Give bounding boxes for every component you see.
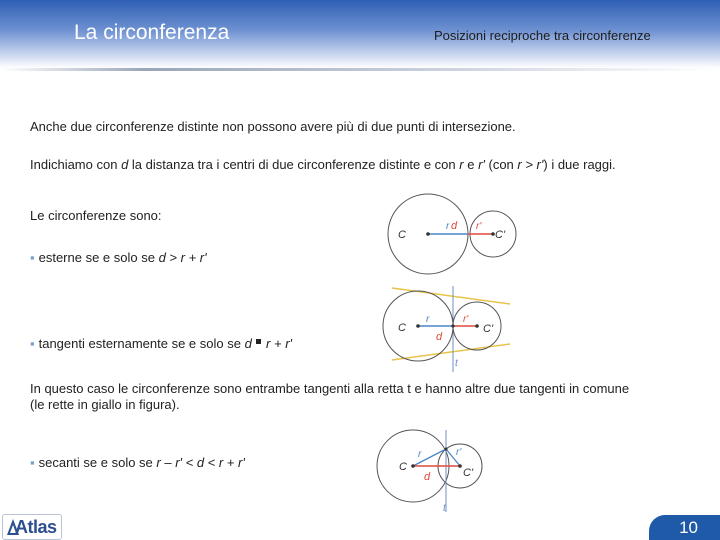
bullet-esterne: ▪ esterne se e solo se d > r + r' — [30, 250, 207, 265]
label-r: r — [446, 221, 450, 232]
center-c2 — [458, 464, 462, 468]
atlas-logo — [2, 514, 62, 540]
label-r: r — [418, 449, 422, 460]
page-number-tab — [649, 515, 720, 540]
label-t: t — [443, 503, 446, 514]
label-d: d — [436, 331, 443, 343]
header-divider — [0, 68, 720, 71]
label-c: C — [398, 322, 406, 334]
slide-title: La circonferenza — [74, 21, 230, 44]
center-c — [426, 232, 430, 236]
bullet-secanti: ▪ secanti se e solo se r – r' < d < r + r' — [30, 455, 245, 470]
common-tangent-lower — [392, 344, 510, 360]
label-t: t — [455, 358, 458, 369]
label-c: C — [399, 461, 407, 473]
label-c2: C' — [483, 323, 494, 335]
bullet-tangenti: ▪ tangenti esternamente se e solo se d r + r' — [30, 336, 293, 351]
label-c2: C' — [463, 467, 474, 479]
figure-tangent-circles — [368, 284, 528, 376]
paragraph-intro: Le circonferenze sono: — [30, 208, 162, 223]
paragraph-tangent-note: In questo caso le circonferenze sono entrambe tangenti alla retta t e hanno altre due tangenti in comune (le rette in giallo in figura). — [30, 381, 630, 412]
center-c — [416, 324, 420, 328]
common-tangent-upper — [392, 288, 510, 304]
figure-secant-circles — [368, 422, 528, 514]
label-r2: r' — [463, 314, 469, 325]
label-r2: r' — [456, 447, 462, 458]
label-c: C — [398, 229, 406, 241]
equals-glyph-icon — [256, 339, 261, 344]
tangent-point — [451, 324, 454, 327]
slide-subtitle: Posizioni reciproche tra circonferenze — [434, 28, 651, 43]
label-d: d — [451, 220, 458, 232]
center-c — [411, 464, 415, 468]
intersection-point — [445, 448, 448, 451]
atlas-logo-text: Atlas — [15, 517, 57, 537]
figure-external-circles — [368, 190, 528, 280]
paragraph-definitions: Indichiamo con d la distanza tra i centri di due circonferenze distinte e con r e r' (con r > r') i due raggi. — [30, 157, 616, 172]
bullet-icon: ▪ — [30, 250, 35, 265]
label-d: d — [424, 471, 431, 483]
label-c2: C' — [495, 229, 506, 241]
label-r: r — [426, 314, 430, 325]
bullet-icon: ▪ — [30, 455, 35, 470]
page-number: 10 — [679, 518, 698, 537]
paragraph-intersection: Anche due circonferenze distinte non possono avere più di due punti di intersezione. — [30, 119, 516, 134]
label-r2: r' — [476, 221, 482, 232]
center-c2 — [475, 324, 479, 328]
bullet-icon: ▪ — [30, 336, 35, 351]
